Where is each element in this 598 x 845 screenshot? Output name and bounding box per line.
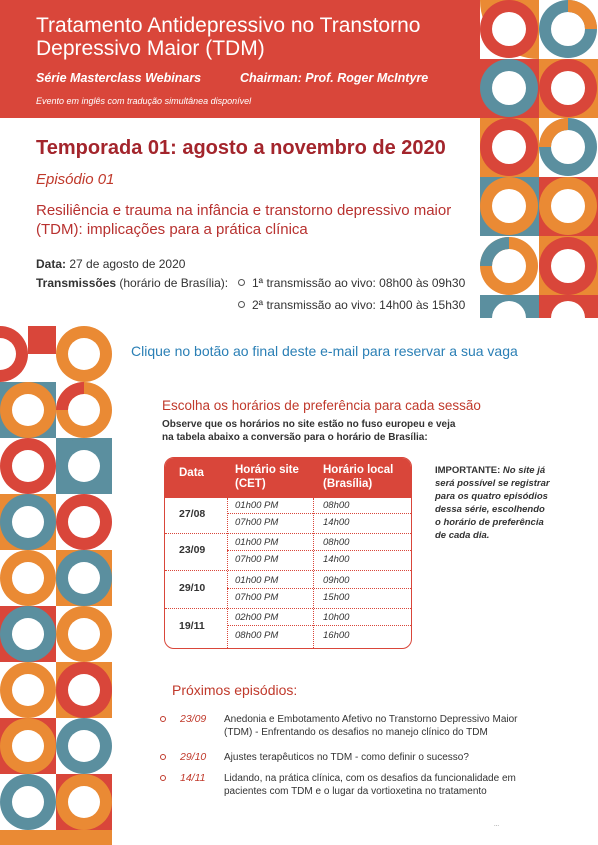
footnote-mark: ...: [494, 822, 500, 828]
table-date: 23/09: [179, 544, 206, 556]
event-title: Tratamento Antidepressivo no Transtorno Depressivo Maior (TDM): [36, 14, 421, 60]
table-header: [165, 458, 411, 498]
table-cell: 08h00 PM: [235, 630, 279, 641]
important-label: IMPORTANTE:: [435, 465, 501, 476]
chairman: Chairman: Prof. Roger McIntyre: [240, 71, 429, 85]
header-local-time: Horário local (Brasília): [323, 464, 394, 490]
row-divider: [165, 533, 411, 534]
table-cell: 14h00: [323, 554, 350, 565]
season-heading: Temporada 01: agosto a novembro de 2020: [36, 137, 446, 159]
table-cell: 01h00 PM: [235, 575, 279, 586]
table-cell: 02h00 PM: [235, 612, 279, 623]
table-cell: 14h00: [323, 517, 350, 528]
table-cell: 07h00 PM: [235, 592, 279, 603]
important-note: [435, 464, 553, 542]
observe-text: Observe que os horários no site estão no fuso europeu e veja na tabela abaixo a conversão para o horário de Brasília:: [162, 419, 456, 443]
next-episode-text: Ajustes terapêuticos no TDM - como definir o sucesso?: [224, 752, 469, 763]
date-value: 27 de agosto de 2020: [66, 257, 186, 271]
table-date: 29/10: [179, 582, 206, 594]
next-episode-text: Lidando, na prática clínica, com os desafios da funcionalidade em pacientes com TDM e o lugar da vortioxetina no tratamento: [224, 773, 516, 797]
date-line: [36, 257, 185, 271]
row-divider: [227, 588, 411, 589]
bullet-icon: [160, 754, 166, 760]
row-divider: [165, 570, 411, 571]
next-episode-text: Anedonia e Embotamento Afetivo no Transtorno Depressivo Maior (TDM) - Enfrentando os desafios no manejo clínico do TDM: [224, 714, 518, 738]
transmission-text: 1ª transmissão ao vivo: 08h00 às 09h30: [252, 276, 466, 290]
row-divider: [165, 608, 411, 609]
next-episodes-heading: Próximos episódios:: [172, 682, 298, 698]
transmissions-sub: (horário de Brasília):: [116, 276, 229, 290]
bullet-icon: [238, 301, 245, 308]
table-cell: 01h00 PM: [235, 500, 279, 511]
table-cell: 16h00: [323, 630, 350, 641]
next-episode-date: 23/09: [180, 713, 207, 725]
next-episode-date: 29/10: [180, 751, 207, 763]
table-date: 19/11: [179, 620, 205, 632]
row-divider: [227, 625, 411, 626]
table-cell: 07h00 PM: [235, 517, 279, 528]
transmissions-line: [36, 276, 228, 290]
episode-title: Resiliência e trauma na infância e transtorno depressivo maior (TDM): implicações para a prática clínica: [36, 202, 452, 238]
transmission-item: [238, 298, 465, 312]
table-cell: 09h00: [323, 575, 350, 586]
next-episode-date: 14/11: [180, 772, 206, 784]
row-divider: [227, 513, 411, 514]
important-text: No site já será possível se registrar para os quatro episódios dessa série, escolhendo o horário de preferência de cada dia.: [435, 465, 550, 541]
table-cell: 10h00: [323, 612, 350, 623]
header-date: Data: [179, 467, 204, 479]
transmission-item: [238, 276, 465, 290]
episode-label: Episódio 01: [36, 171, 115, 188]
transmission-text: 2ª transmissão ao vivo: 14h00 às 15h30: [252, 298, 466, 312]
transmissions-label: Transmissões: [36, 276, 117, 290]
table-date: 27/08: [179, 508, 206, 520]
decorative-pattern-top: [480, 0, 598, 318]
table-cell: 08h00: [323, 537, 350, 548]
date-label: Data:: [36, 257, 67, 271]
bullet-icon: [238, 279, 245, 286]
row-divider: [227, 550, 411, 551]
schedule-table: [164, 457, 412, 649]
header-site-time: Horário site (CET): [235, 464, 299, 490]
cta-text: Clique no botão ao final deste e-mail para reservar a sua vaga: [131, 343, 518, 359]
series-name: Série Masterclass Webinars: [36, 71, 202, 85]
decorative-pattern-left: [0, 326, 112, 845]
table-cell: 08h00: [323, 500, 350, 511]
table-cell: 01h00 PM: [235, 537, 279, 548]
bullet-icon: [160, 716, 166, 722]
table-cell: 15h00: [323, 592, 350, 603]
table-cell: 07h00 PM: [235, 554, 279, 565]
bullet-icon: [160, 775, 166, 781]
translation-note: Evento em inglês com tradução simultânea disponível: [36, 96, 252, 106]
choose-heading: Escolha os horários de preferência para cada sessão: [162, 398, 481, 413]
